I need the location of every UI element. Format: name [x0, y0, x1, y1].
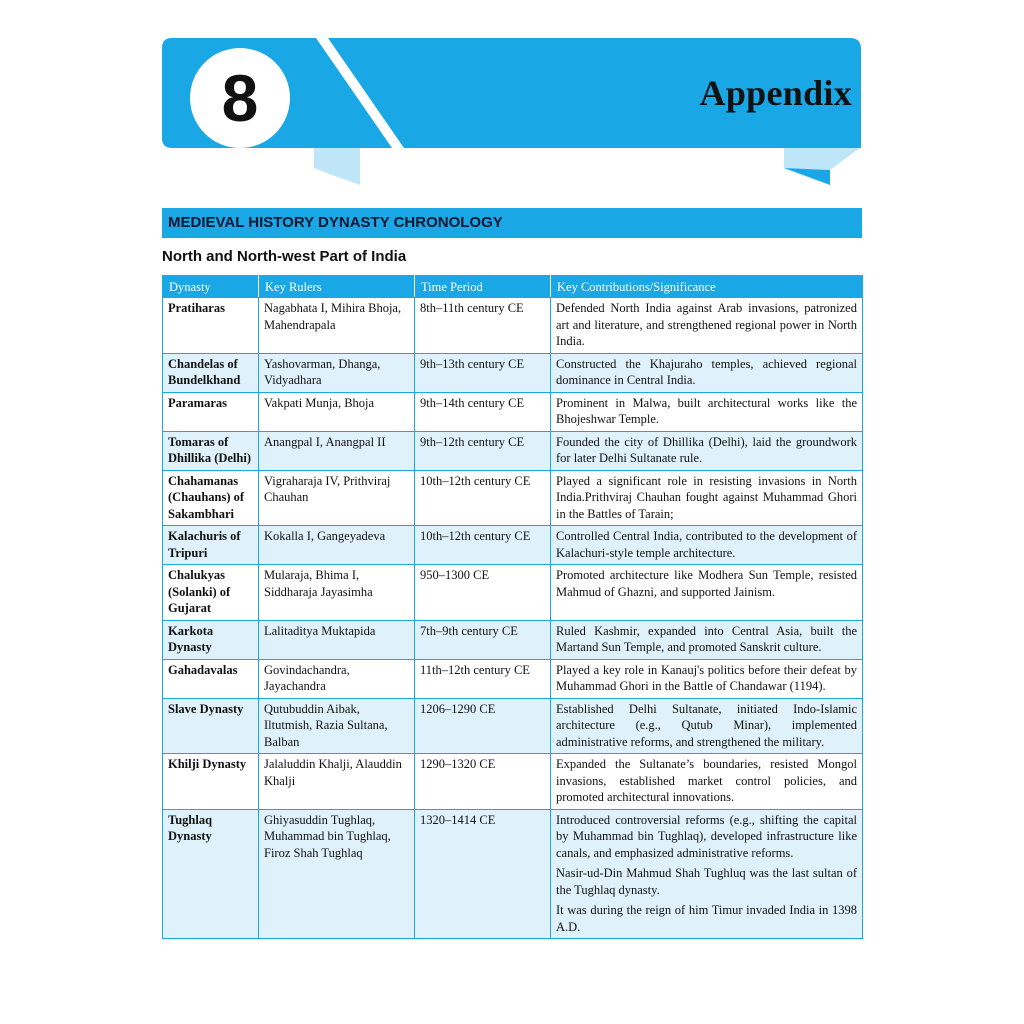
table-row	[163, 698, 863, 754]
cell-key-rulers: Anangpal I, Anangpal II	[259, 431, 415, 470]
contribution-paragraph: Promoted architecture like Modhera Sun Temple, resisted Mahmud of Ghazni, and supported Jainism.	[556, 568, 857, 599]
cell-dynasty: Gahadavalas	[163, 659, 259, 698]
table-row	[163, 392, 863, 431]
cell-contributions	[551, 298, 863, 354]
header-time-period: Time Period	[415, 276, 551, 298]
contribution-paragraph: Defended North India against Arab invasions, patronized art and literature, and strengthened regional power in North India.	[556, 301, 857, 348]
cell-contributions	[551, 431, 863, 470]
cell-time-period: 9th–12th century CE	[415, 431, 551, 470]
table-row	[163, 659, 863, 698]
contribution-paragraph: Constructed the Khajuraho temples, achieved regional dominance in Central India.	[556, 356, 857, 387]
table-row	[163, 298, 863, 354]
cell-time-period: 10th–12th century CE	[415, 526, 551, 565]
header-dynasty: Dynasty	[163, 276, 259, 298]
cell-contributions	[551, 565, 863, 621]
section-title: MEDIEVAL HISTORY DYNASTY CHRONOLOGY	[168, 214, 503, 231]
table-row	[163, 526, 863, 565]
cell-dynasty: Tomaras of Dhillika (Delhi)	[163, 431, 259, 470]
cell-time-period: 1290–1320 CE	[415, 754, 551, 810]
cell-dynasty: Chandelas of Bundelkhand	[163, 353, 259, 392]
cell-contributions	[551, 353, 863, 392]
cell-time-period: 11th–12th century CE	[415, 659, 551, 698]
cell-contributions	[551, 620, 863, 659]
contribution-paragraph: Nasir-ud-Din Mahmud Shah Tughluq was the last sultan of the Tughlaq dynasty.	[556, 866, 857, 897]
cell-dynasty: Pratiharas	[163, 298, 259, 354]
banner-ribbon-right-fold	[784, 168, 830, 185]
contribution-paragraph: Introduced controversial reforms (e.g., shifting the capital by Muhammad bin Tughlaq), developed infrastructure like canals, and emphasized administrative reforms.	[556, 812, 857, 860]
cell-contributions	[551, 698, 863, 754]
contribution-paragraph: Played a key role in Kanauj's politics before their defeat by Muhammad Ghori in the Battle of Chandawar (1194).	[556, 662, 857, 693]
banner-ribbon-right	[784, 148, 860, 170]
cell-key-rulers: Qutubuddin Aibak, Iltutmish, Razia Sultana, Balban	[259, 698, 415, 754]
chapter-banner	[0, 0, 1024, 200]
contribution-paragraph: It was during the reign of him Timur invaded India in 1398 A.D.	[556, 903, 857, 934]
contribution-paragraph: Played a significant role in resisting invasions in North India.Prithviraj Chauhan fought against Muhammad Ghori in the Battles of Tarain;	[556, 473, 857, 521]
cell-dynasty: Chalukyas (Solanki) of Gujarat	[163, 565, 259, 621]
cell-contributions	[551, 659, 863, 698]
cell-key-rulers: Jalaluddin Khalji, Alauddin Khalji	[259, 754, 415, 810]
cell-key-rulers: Vigraharaja IV, Prithviraj Chauhan	[259, 470, 415, 526]
cell-contributions	[551, 809, 863, 939]
cell-dynasty: Chahamanas (Chauhans) of Sakambhari	[163, 470, 259, 526]
cell-dynasty: Tughlaq Dynasty	[163, 809, 259, 939]
cell-contributions	[551, 526, 863, 565]
cell-dynasty: Khilji Dynasty	[163, 754, 259, 810]
cell-key-rulers: Nagabhata I, Mihira Bhoja, Mahendrapala	[259, 298, 415, 354]
chapter-title: Appendix	[699, 73, 852, 113]
cell-key-rulers: Govindachandra, Jayachandra	[259, 659, 415, 698]
chapter-number: 8	[221, 61, 259, 135]
cell-time-period: 1206–1290 CE	[415, 698, 551, 754]
contribution-paragraph: Controlled Central India, contributed to the development of Kalachuri-style temple architecture.	[556, 529, 857, 560]
cell-dynasty: Paramaras	[163, 392, 259, 431]
cell-key-rulers: Yashovarman, Dhanga, Vidyadhara	[259, 353, 415, 392]
contribution-paragraph: Prominent in Malwa, built architectural works like the Bhojeshwar Temple.	[556, 395, 857, 426]
table-row	[163, 353, 863, 392]
table-row	[163, 565, 863, 621]
contribution-paragraph: Expanded the Sultanate’s boundaries, resisted Mongol invasions, established market control policies, and promoted architectural innovations.	[556, 757, 857, 804]
cell-time-period: 9th–14th century CE	[415, 392, 551, 431]
table-row	[163, 470, 863, 526]
cell-dynasty: Karkota Dynasty	[163, 620, 259, 659]
cell-contributions	[551, 470, 863, 526]
cell-contributions	[551, 754, 863, 810]
table-row	[163, 431, 863, 470]
cell-key-rulers: Lalitaditya Muktapida	[259, 620, 415, 659]
contribution-paragraph: Ruled Kashmir, expanded into Central Asia, built the Martand Sun Temple, and promoted Sanskrit culture.	[556, 623, 857, 654]
cell-contributions	[551, 392, 863, 431]
header-contributions: Key Contributions/Significance	[551, 276, 863, 298]
table-row	[163, 754, 863, 810]
cell-key-rulers: Kokalla I, Gangeyadeva	[259, 526, 415, 565]
cell-time-period: 10th–12th century CE	[415, 470, 551, 526]
table-row	[163, 809, 863, 939]
cell-key-rulers: Mularaja, Bhima I, Siddharaja Jayasimha	[259, 565, 415, 621]
contribution-paragraph: Founded the city of Dhillika (Delhi), laid the groundwork for later Delhi Sultanate rule.	[556, 434, 857, 465]
cell-key-rulers: Ghiyasuddin Tughlaq, Muhammad bin Tughlaq, Firoz Shah Tughlaq	[259, 809, 415, 939]
banner-ribbon-left	[314, 148, 360, 185]
header-key-rulers: Key Rulers	[259, 276, 415, 298]
section-header-bar	[162, 208, 862, 238]
table-row	[163, 620, 863, 659]
cell-time-period: 9th–13th century CE	[415, 353, 551, 392]
dynasty-table	[162, 275, 863, 939]
cell-time-period: 7th–9th century CE	[415, 620, 551, 659]
cell-dynasty: Slave Dynasty	[163, 698, 259, 754]
cell-time-period: 8th–11th century CE	[415, 298, 551, 354]
table-body	[163, 298, 863, 939]
cell-key-rulers: Vakpati Munja, Bhoja	[259, 392, 415, 431]
cell-dynasty: Kalachuris of Tripuri	[163, 526, 259, 565]
table-header-row	[163, 276, 863, 298]
cell-time-period: 1320–1414 CE	[415, 809, 551, 939]
cell-time-period: 950–1300 CE	[415, 565, 551, 621]
subsection-title: North and North-west Part of India	[162, 248, 407, 265]
contribution-paragraph: Established Delhi Sultanate, initiated Indo-Islamic architecture (e.g., Qutub Minar), implemented administrative reforms, and strengthened the military.	[556, 701, 857, 749]
